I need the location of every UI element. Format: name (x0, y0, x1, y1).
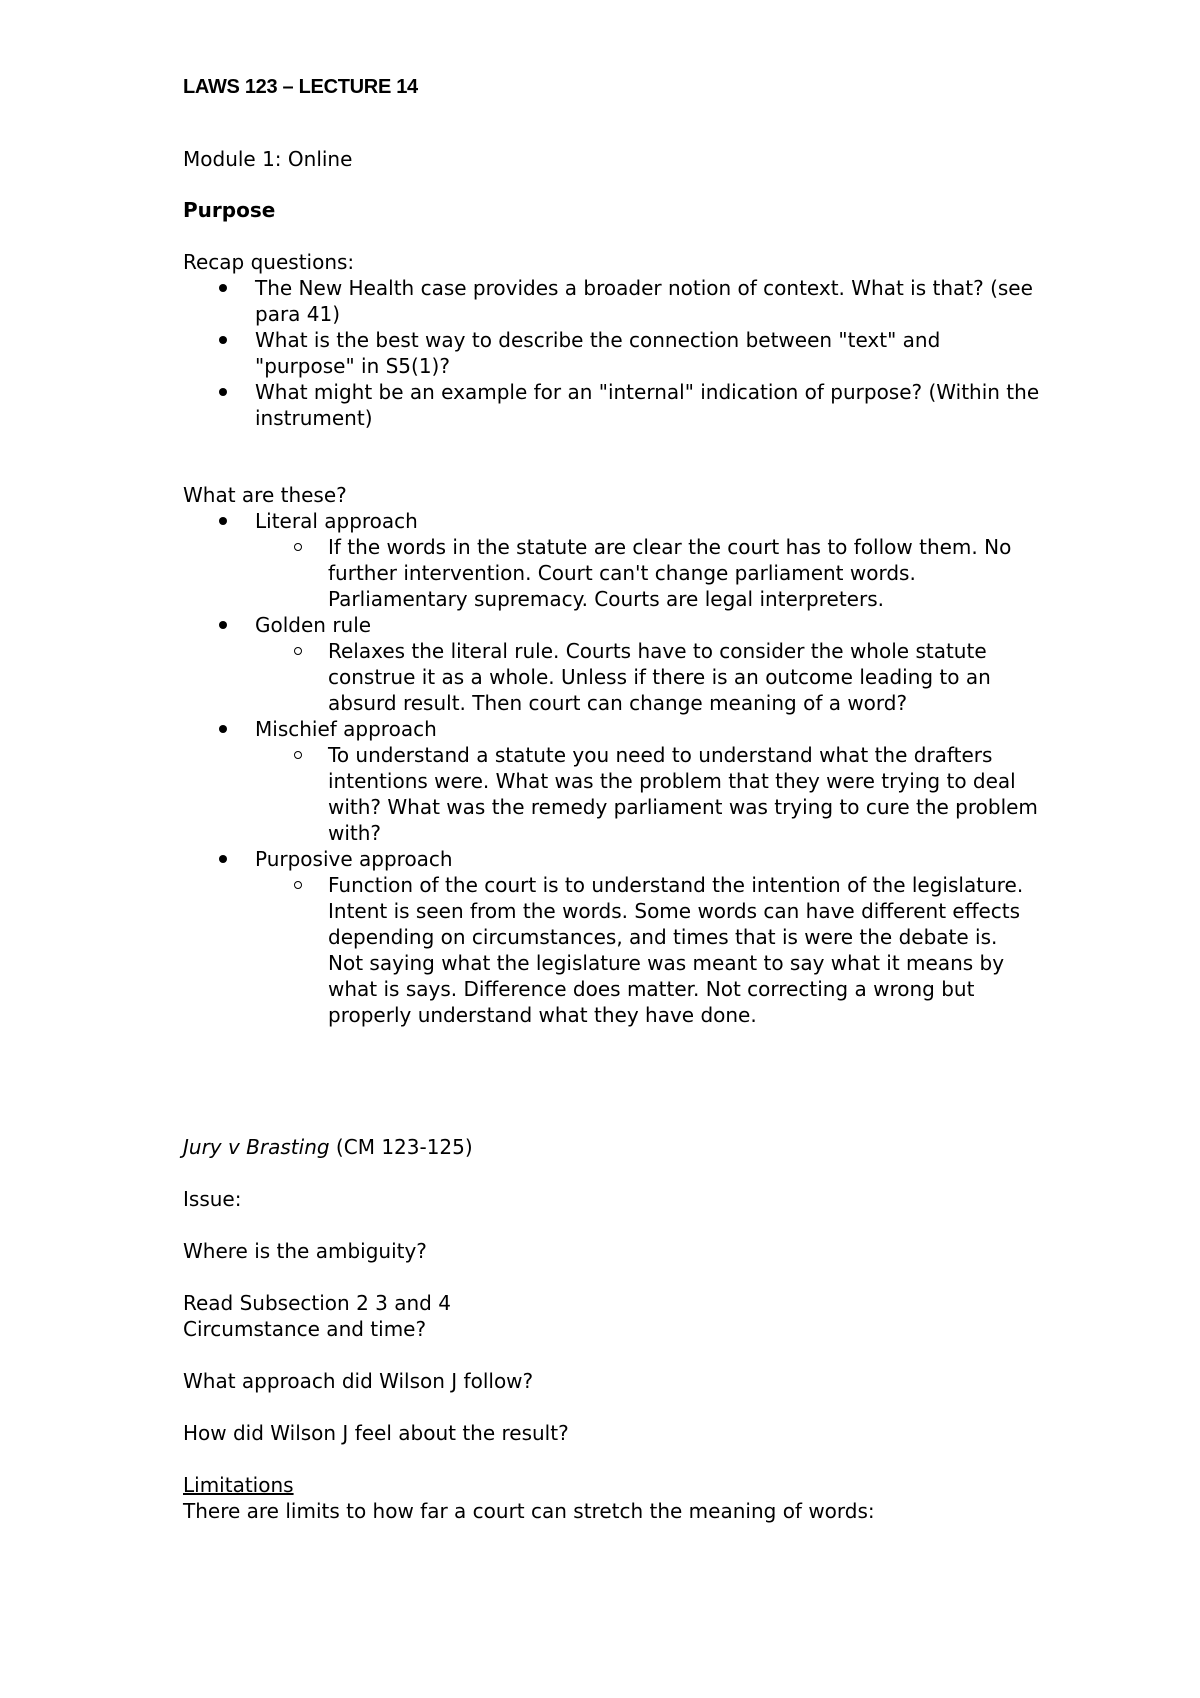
approach-detail: Function of the court is to understand the intention of the legislature. Intent is seen from the words. Some words can have different effects depending on circumstances, and times that is were the debate is. Not saying what the legislature was meant to say what it means by what is says. Difference does matter. Not correcting a wrong but properly understand what they have done. (255, 872, 1038, 1028)
limitations-text: There are limits to how far a court can stretch the meaning of words: (183, 1499, 875, 1523)
section-heading-purpose: Purpose (183, 198, 276, 222)
document-title: LAWS 123 – LECTURE 14 (183, 76, 418, 98)
issue-label: Issue: (183, 1187, 242, 1211)
approach-list (183, 508, 1043, 1028)
approach-detail: Relaxes the literal rule. Courts have to consider the whole statute construe it as a whole. Unless if there is an outcome leading to an absurd result. Then court can change meaning of a word? (255, 638, 1038, 716)
recap-question: The New Health case provides a broader notion of context. What is that? (see para 41) (183, 275, 1043, 327)
approach-name: Purposive approach (255, 847, 453, 871)
approach-item (183, 716, 1043, 846)
approach-name: Literal approach (255, 509, 418, 533)
approach-item (183, 612, 1043, 716)
approach-name: Mischief approach (255, 717, 437, 741)
wilson-approach-question: What approach did Wilson J follow? (183, 1369, 534, 1393)
case-citation (183, 1134, 473, 1160)
ambiguity-question: Where is the ambiguity? (183, 1239, 427, 1263)
limitations-heading: Limitations (183, 1473, 294, 1497)
wilson-feel-question: How did Wilson J feel about the result? (183, 1421, 569, 1445)
approach-name: Golden rule (255, 613, 372, 637)
recap-label: Recap questions: (183, 250, 355, 274)
circumstance-line: Circumstance and time? (183, 1317, 427, 1341)
module-line: Module 1: Online (183, 147, 353, 171)
recap-question: What is the best way to describe the connection between "text" and "purpose" in S5(1)? (183, 327, 1043, 379)
recap-question: What might be an example for an "internal" indication of purpose? (Within the instrument) (183, 379, 1043, 431)
approach-item (183, 508, 1043, 612)
case-name: Jury v Brasting (183, 1135, 330, 1159)
approach-item (183, 846, 1043, 1028)
subsection-line: Read Subsection 2 3 and 4 (183, 1291, 451, 1315)
approach-detail: To understand a statute you need to understand what the drafters intentions were. What was the problem that they were trying to deal with? What was the remedy parliament was trying to cure the problem with? (255, 742, 1038, 846)
case-reference: (CM 123-125) (329, 1135, 473, 1159)
recap-question-list (183, 275, 1043, 431)
approach-detail: If the words in the statute are clear the court has to follow them. No further intervention. Court can't change parliament words. Parliamentary supremacy. Courts are legal interpreters. (255, 534, 1038, 612)
these-label: What are these? (183, 483, 347, 507)
